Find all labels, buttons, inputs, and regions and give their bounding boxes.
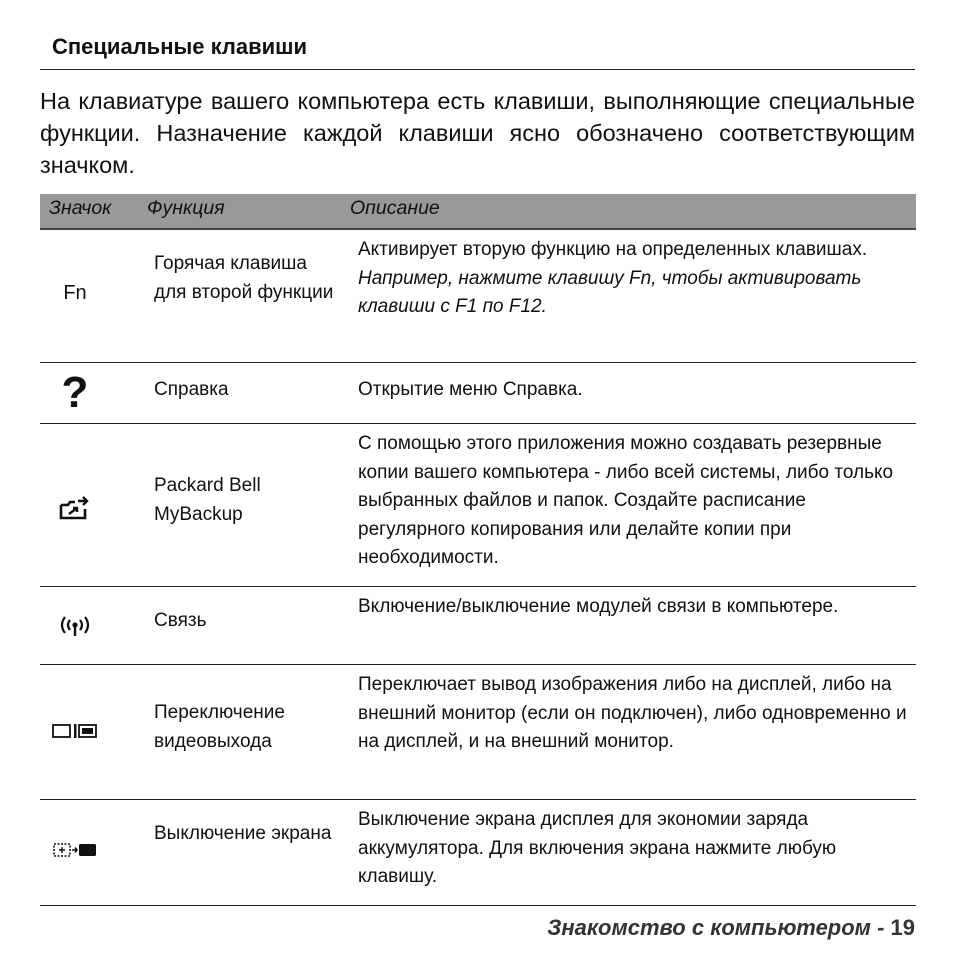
help-icon: ? [61,368,89,417]
footer-title: Знакомство с компьютером - [547,915,885,940]
header-description: Описание [350,197,440,219]
description-example: Например, нажмите клавишу Fn, чтобы активировать клавиши с F1 по F12. [358,267,862,317]
page-number: 19 [890,915,915,940]
page-footer [547,915,915,941]
backup-icon [40,494,110,522]
function-cell: Переключение видеовыхода [154,702,285,752]
function-cell: Справка [154,379,229,400]
display-toggle-icon [40,721,110,741]
heading-rule [40,69,915,70]
function-cell: Связь [154,610,207,631]
table-header [40,194,916,230]
description-cell: Открытие меню Справка. [358,379,583,400]
table-row [40,424,916,587]
description-text: Активирует вторую функцию на определенных клавишах. [358,239,868,260]
table-row [40,363,916,424]
description-cell [358,236,913,322]
table-row [40,665,916,800]
description-cell: Выключение экрана дисплея для экономии заряда аккумулятора. Для включения экрана нажмите любую клавишу. [358,809,837,887]
table-row [40,800,916,906]
function-cell: Выключение экрана [154,823,332,844]
header-icon: Значок [49,197,112,219]
special-keys-table [40,194,916,906]
display-off-icon [40,840,110,860]
wireless-icon [40,615,110,639]
description-cell: Включение/выключение модулей связи в компьютере. [358,596,839,617]
fn-key-icon: Fn [63,281,87,304]
function-cell: Packard Bell MyBackup [154,475,261,525]
table-row [40,587,916,665]
intro-paragraph: На клавиатуре вашего компьютера есть клавиши, выполняющие специальные функции. Назначение каждой клавиши ясно обозначено соответствующим значком. [40,88,915,178]
header-function: Функция [147,197,225,219]
description-cell: Переключает вывод изображения либо на дисплей, либо на внешний монитор (если он подключен), либо одновременно и на дисплей, и на внешний монитор. [358,674,907,752]
section-heading: Специальные клавиши [52,34,308,59]
function-cell: Горячая клавиша для второй функции [154,253,334,303]
description-cell: С помощью этого приложения можно создавать резервные копии вашего компьютера - либо всей системы, либо только выбранных файлов и папок. Создайте расписание регулярного копирования или делайте копии при необходимости. [358,433,894,568]
table-row [40,230,916,363]
